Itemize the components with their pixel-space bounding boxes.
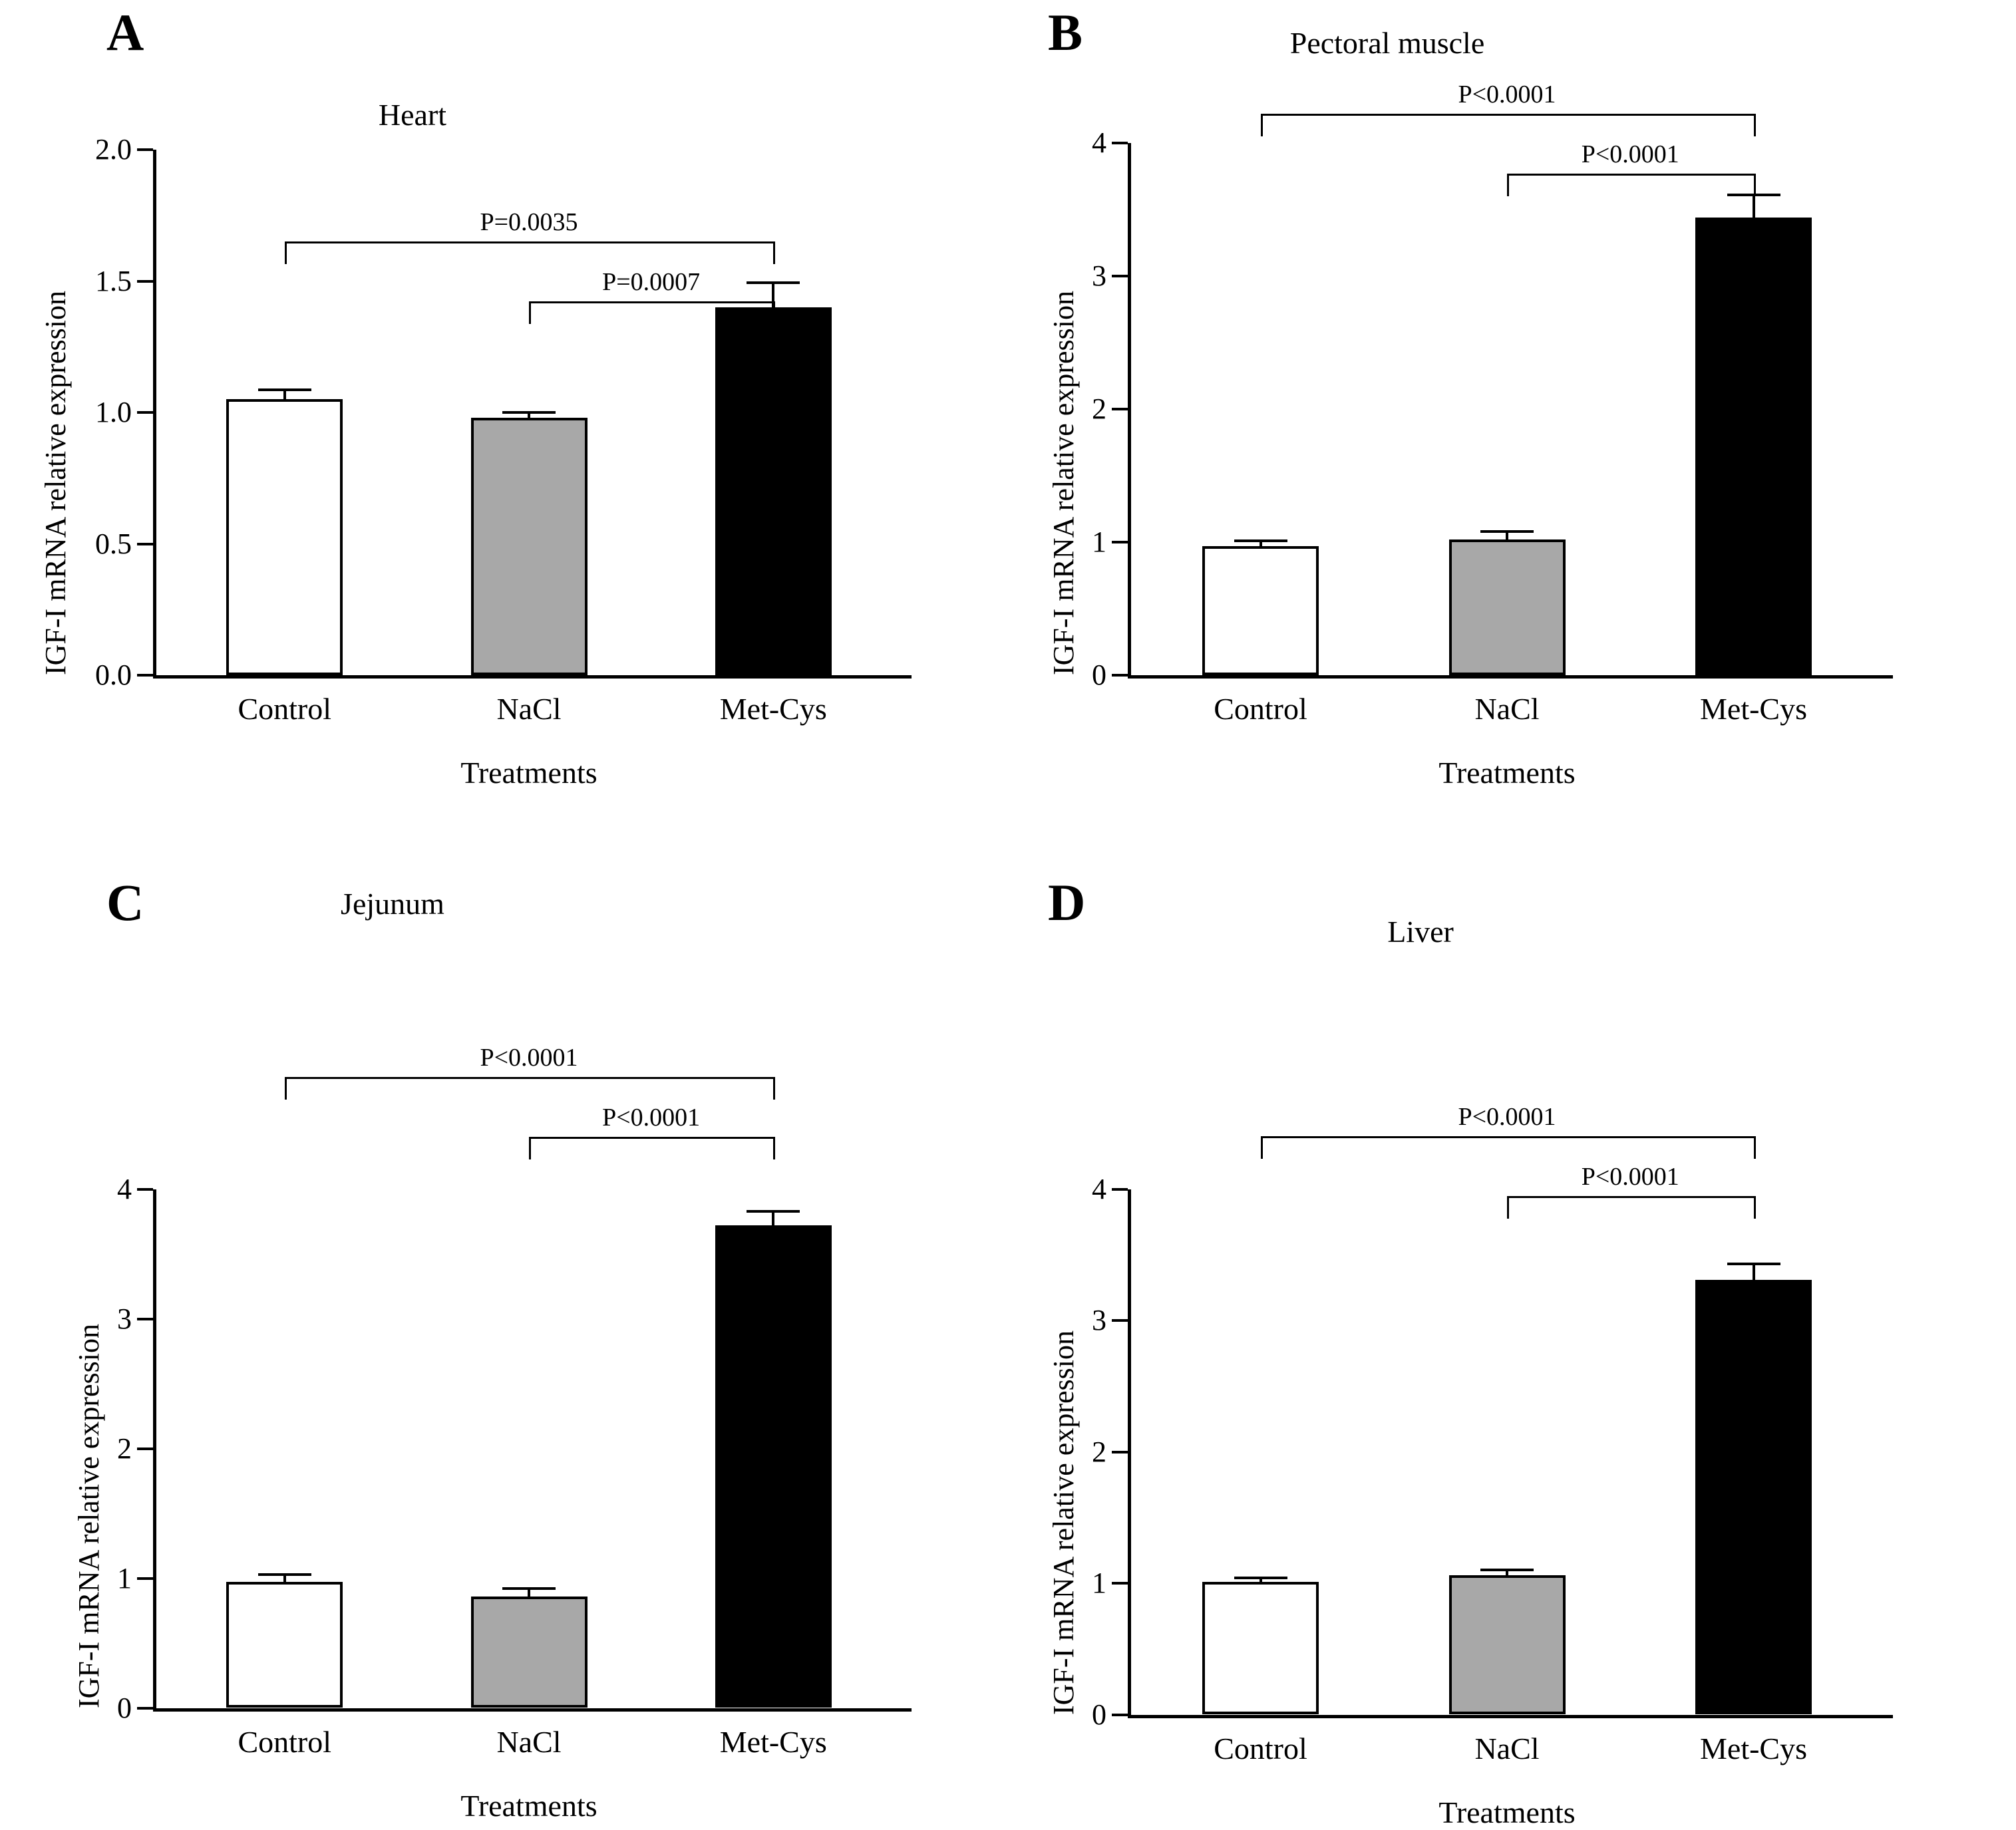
y-tick [137,280,153,283]
y-tick-label: 2.0 [95,133,132,166]
error-bar-cap [1727,1263,1780,1265]
y-tick [137,543,153,545]
error-bar-cap [747,1210,800,1213]
significance-bracket-tick [773,1137,775,1159]
y-tick [1112,541,1128,543]
y-tick [1112,142,1128,144]
panel-jejunum [0,857,1008,1823]
y-tick-label: 4 [117,1172,132,1205]
y-axis-title: IGF-I mRNA relative expression [73,1323,105,1708]
y-tick [1112,1582,1128,1585]
y-tick [137,1318,153,1320]
bar-met-cys [1695,1280,1812,1715]
y-tick [137,411,153,414]
y-axis [153,150,156,677]
y-tick [1112,275,1128,277]
y-tick [137,148,153,151]
y-axis-title: IGF-I mRNA relative expression [1047,291,1080,675]
bar-control [1202,1582,1319,1714]
error-bar-cap [1480,530,1534,533]
y-tick-label: 3 [1092,259,1106,292]
bar-met-cys [715,307,832,675]
significance-bracket [285,241,774,243]
bar-met-cys [715,1225,832,1708]
y-tick-label: 3 [117,1302,132,1335]
error-bar-cap [502,411,556,414]
panel-liver [1008,857,2016,1829]
y-tick-label: 1 [117,1561,132,1595]
significance-bracket-tick [1261,1136,1263,1159]
significance-bracket [529,301,773,303]
x-axis-title: Treatments [460,756,597,790]
y-axis-title: IGF-I mRNA relative expression [39,291,72,675]
panel-title-jejunum: Jejunum [341,886,444,921]
error-bar-cap [1234,539,1287,542]
significance-bracket [285,1077,774,1079]
bar-control [226,399,343,675]
bar-nacl [471,418,588,675]
error-bar [1753,194,1755,218]
significance-bracket-tick [773,1077,775,1100]
y-tick [1112,1319,1128,1322]
y-tick-label: 3 [1092,1304,1106,1336]
significance-bracket-tick [529,301,531,324]
panel-title-liver: Liver [1387,914,1454,949]
panel-letter-a: A [106,3,144,61]
panel-heart [0,0,1008,857]
significance-bracket-tick [1754,1136,1756,1159]
category-label-met-cys: Met-Cys [1700,1731,1807,1765]
y-tick-label: 2 [1092,1435,1106,1468]
y-axis [1128,143,1131,677]
y-axis [1128,1189,1131,1716]
y-tick-label: 0 [1092,1698,1106,1731]
significance-bracket-tick [1754,114,1756,136]
y-tick [1112,1188,1128,1191]
x-axis-title: Treatments [1438,1795,1576,1829]
significance-label: P<0.0001 [1581,140,1679,168]
y-tick [1112,674,1128,677]
significance-bracket-tick [1754,1196,1756,1219]
error-bar-cap [502,1587,556,1590]
error-bar-cap [258,388,311,391]
y-tick-label: 1 [1092,526,1106,558]
significance-bracket [1261,114,1754,116]
significance-bracket-tick [285,1077,287,1100]
significance-bracket-tick [773,301,775,324]
panel-letter-c: C [106,873,144,931]
bar-nacl [471,1597,588,1708]
significance-label: P=0.0035 [480,208,578,236]
category-label-control: Control [1214,1731,1307,1765]
bar-nacl [1449,539,1566,675]
y-tick-label: 1 [1092,1567,1106,1599]
y-tick-label: 1.5 [95,264,132,297]
y-tick [1112,1451,1128,1453]
x-axis [1128,675,1893,679]
panel-title-pectoral-muscle: Pectoral muscle [1289,26,1485,60]
y-tick-label: 0.0 [95,659,132,691]
panel-letter-d: D [1048,873,1086,931]
significance-bracket [529,1137,773,1139]
bar-control [1202,546,1319,675]
x-axis [153,675,912,679]
category-label-nacl: NaCl [1474,1731,1540,1765]
significance-bracket-tick [285,241,287,264]
category-label-met-cys: Met-Cys [719,1724,827,1759]
y-tick [137,1707,153,1710]
significance-bracket-tick [1754,174,1756,196]
y-axis-title: IGF-I mRNA relative expression [1047,1330,1080,1715]
y-axis [153,1189,156,1710]
y-tick-label: 4 [1092,1172,1106,1205]
y-tick-label: 1.0 [95,396,132,428]
panel-letter-b: B [1048,3,1083,61]
significance-bracket-tick [1507,1196,1509,1219]
y-tick [137,1577,153,1580]
y-tick [1112,408,1128,410]
x-axis [1128,1715,1893,1718]
bar-met-cys [1695,218,1812,675]
plot-area-d [1008,857,2016,1829]
significance-bracket [1261,1136,1754,1138]
plot-area-b [1008,0,2016,857]
category-label-nacl: NaCl [496,692,562,726]
category-label-control: Control [238,1724,332,1759]
y-tick-label: 2 [1092,392,1106,425]
x-axis-title: Treatments [1438,756,1576,790]
plot-area-a [0,0,1008,857]
y-tick-label: 0 [1092,659,1106,691]
y-tick [137,1188,153,1191]
y-tick-label: 0 [117,1691,132,1724]
panel-title-heart: Heart [378,98,447,132]
category-label-met-cys: Met-Cys [1700,692,1807,726]
bar-control [226,1582,343,1708]
significance-label: P<0.0001 [1458,80,1556,108]
y-tick [137,1448,153,1450]
y-tick-label: 2 [117,1432,132,1465]
y-tick-label: 0.5 [95,527,132,560]
significance-label: P<0.0001 [1581,1163,1679,1191]
error-bar-cap [258,1573,311,1576]
significance-bracket-tick [1261,114,1263,136]
category-label-control: Control [238,692,332,726]
category-label-nacl: NaCl [496,1724,562,1759]
plot-area-c [0,857,1008,1823]
significance-bracket-tick [529,1137,531,1159]
category-label-control: Control [1214,692,1307,726]
error-bar-cap [1234,1577,1287,1579]
significance-bracket-tick [773,241,775,264]
significance-label: P<0.0001 [1458,1103,1556,1132]
x-axis-title: Treatments [460,1788,597,1823]
significance-label: P=0.0007 [602,267,701,296]
y-tick-label: 4 [1092,126,1106,159]
significance-bracket-tick [1507,174,1509,196]
significance-label: P<0.0001 [480,1043,578,1072]
y-tick [1112,1714,1128,1716]
x-axis [153,1708,912,1712]
error-bar-cap [1480,1569,1534,1571]
significance-label: P<0.0001 [602,1103,701,1132]
y-tick [137,674,153,677]
significance-bracket [1507,1196,1754,1198]
panel-pectoral-muscle [1008,0,2016,857]
significance-bracket [1507,174,1754,176]
bar-nacl [1449,1575,1566,1714]
category-label-met-cys: Met-Cys [719,692,827,726]
category-label-nacl: NaCl [1474,692,1540,726]
